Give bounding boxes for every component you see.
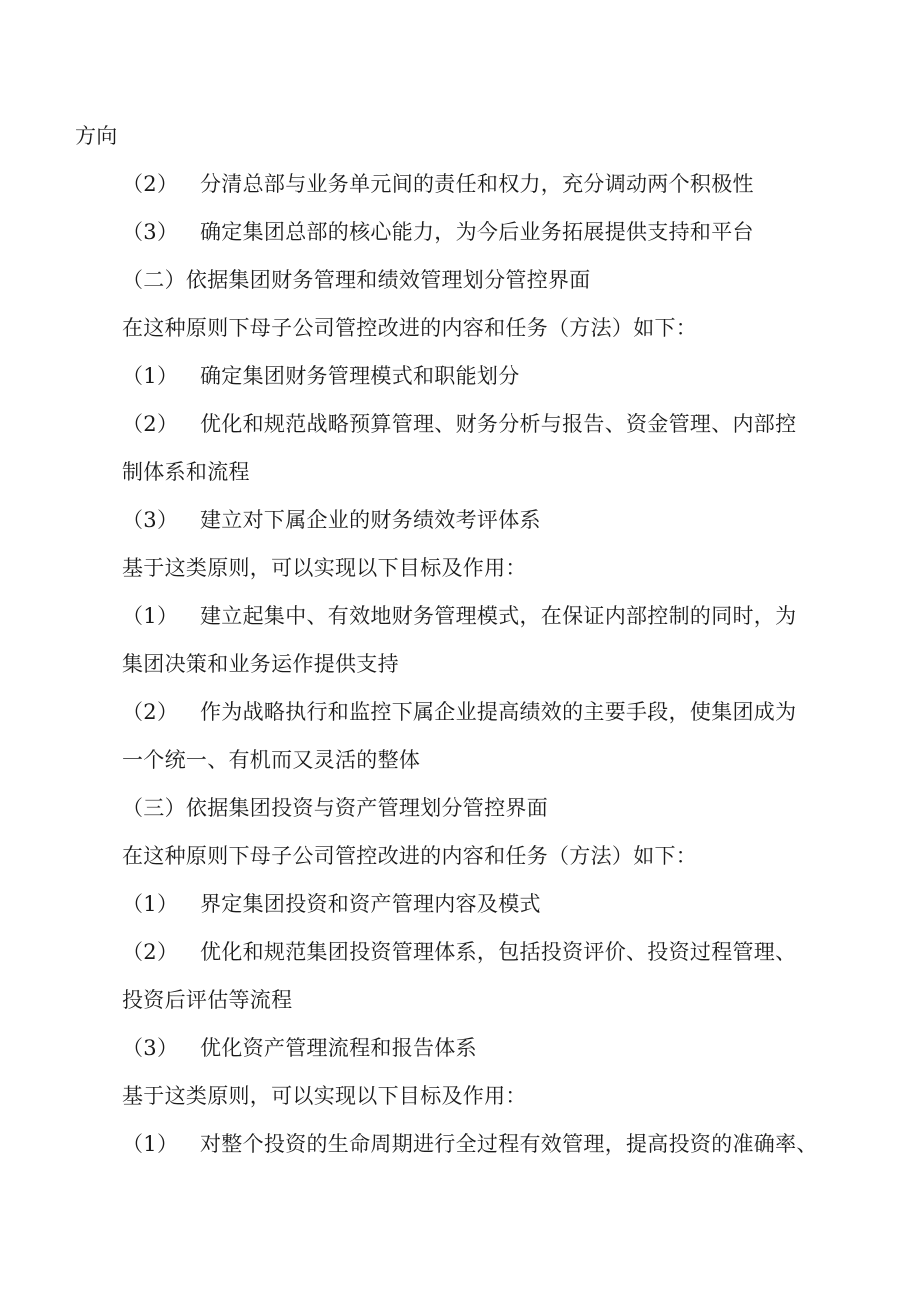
list-number: （1） [122, 604, 179, 628]
list-number: （1） [122, 892, 179, 916]
list-item: （2） 优化和规范战略预算管理、财务分析与报告、资金管理、内部控 [122, 412, 797, 436]
list-number: （3） [122, 1036, 179, 1060]
list-number: （1） [122, 1132, 179, 1156]
list-item: （2） 分清总部与业务单元间的责任和权力，充分调动两个积极性 [122, 172, 754, 196]
list-item: （1） 建立起集中、有效地财务管理模式，在保证内部控制的同时，为 [122, 604, 797, 628]
text-line: 在这种原则下母子公司管控改进的内容和任务（方法）如下： [122, 844, 698, 868]
list-item: （1） 界定集团投资和资产管理内容及模式 [122, 892, 541, 916]
list-number: （2） [122, 940, 179, 964]
text-line: 投资后评估等流程 [122, 988, 293, 1012]
list-number: （3） [122, 508, 179, 532]
list-number: （2） [122, 412, 179, 436]
text-line: 集团决策和业务运作提供支持 [122, 652, 399, 676]
list-number: （1） [122, 364, 179, 388]
list-item: （1） 对整个投资的生命周期进行全过程有效管理，提高投资的准确率、 [122, 1132, 818, 1156]
list-item: （3） 优化资产管理流程和报告体系 [122, 1036, 477, 1060]
section-heading: （三）依据集团投资与资产管理划分管控界面 [122, 796, 548, 820]
text-line: 在这种原则下母子公司管控改进的内容和任务（方法）如下： [122, 316, 698, 340]
list-item: （1） 确定集团财务管理模式和职能划分 [122, 364, 520, 388]
list-item: （3） 确定集团总部的核心能力，为今后业务拓展提供支持和平台 [122, 220, 754, 244]
list-number: （2） [122, 172, 179, 196]
list-number: （2） [122, 700, 179, 724]
list-number: （3） [122, 220, 179, 244]
text-line: 制体系和流程 [122, 460, 250, 484]
text-line: 基于这类原则，可以实现以下目标及作用： [122, 1084, 527, 1108]
section-heading: （二）依据集团财务管理和绩效管理划分管控界面 [122, 268, 591, 292]
list-item: （2） 优化和规范集团投资管理体系，包括投资评价、投资过程管理、 [122, 940, 797, 964]
text-line: 基于这类原则，可以实现以下目标及作用： [122, 556, 527, 580]
list-item: （3） 建立对下属企业的财务绩效考评体系 [122, 508, 541, 532]
list-item: （2） 作为战略执行和监控下属企业提高绩效的主要手段，使集团成为 [122, 700, 797, 724]
text-line: 方向 [75, 124, 118, 148]
text-line: 一个统一、有机而又灵活的整体 [122, 748, 421, 772]
